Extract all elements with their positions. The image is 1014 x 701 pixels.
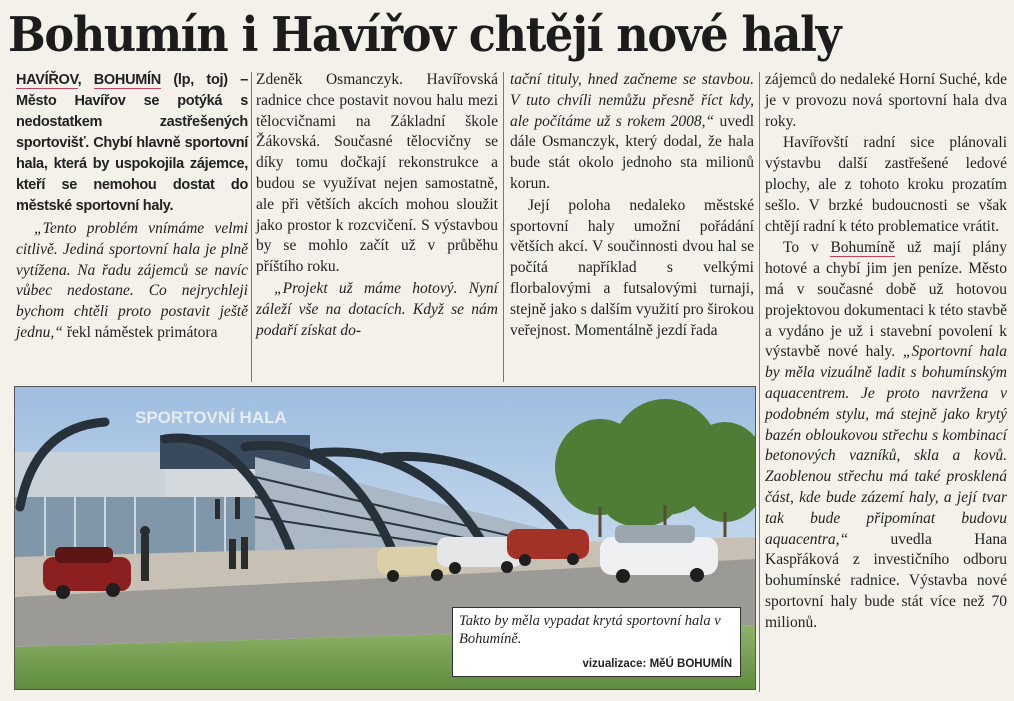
lead-text: (lp, toj) – Město Havířov se potýká s nedostatkem zastřešených sportovišť. Chybí hlavně sportovní hala, která by uspokojila zájemce, kteří se nemohou dostat do městské sportovní haly. [16,72,248,214]
highlight-bohumin: Bohumíně [830,239,896,257]
article-column-1 [16,70,248,344]
sports-hall-visualization [14,386,756,690]
quote-text: tační tituly, hned začneme se stavbou. V tuto chvíli nemůžu přesně říct kdy, ale počítáme už s rokem 2008,“ [510,71,754,130]
column-rule [503,72,504,382]
dateline-havirov: HAVÍŘOV [16,72,78,88]
headline: Bohumín i Havířov chtějí nové haly [8,7,841,63]
caption-text: Takto by měla vypadat krytá sportovní hala v Bohumíně. [459,613,721,647]
article-column-4 [765,70,1007,634]
photo-credit: vizualizace: MěÚ BOHUMÍN [582,658,732,670]
body-text: řekl náměstek primátora [62,323,218,341]
body-paragraph: zájemců do nedaleké Horní Suché, kde je v provozu nová sportovní hala dva roky. [765,71,1007,130]
lead-paragraph: HAVÍŘOV, BOHUMÍN (lp, toj) – Město Havířov se potýká s nedostatkem zastřešených sportovišť. Chybí hlavně sportovní hala, která by uspokojila zájemce, kteří se nemohou dostat do městské sportovní haly. [16,72,248,214]
body-paragraph: Havířovští radní sice plánovali výstavbu další zastřešené ledové plochy, ale z tohoto kroku prozatím sešlo. V brzké budoucnosti se však chtějí radní k této problematice vrátit. [765,134,1007,235]
body-paragraph: Zdeněk Osmanczyk. Havířovská radnice chce postavit novou halu mezi tělocvičnami na Základní škole Žákovská. Současné tělocvičny se díky tomu dočkají rekonstrukce a budou se využívat nejen samostatně, ale při větších akcích mohou sloužit jako prostor k rozcvičení. S výstavbou by se mohlo začít už v průběhu příštího roku. [256,71,498,276]
article-column-2 [256,70,498,341]
body-text: uvedl dále Osmanczyk, který dodal, že hala bude stát okolo jednoho sta milionů korun. [510,112,754,192]
dateline-bohumin: BOHUMÍN [93,72,161,88]
photo-caption [452,607,741,677]
article-column-3 [510,70,754,341]
quote-text: „Sportovní hala by měla vizuálně ladit s bohumínským aquacentrem. Je proto navržena v podobném stylu, má stejně jako krytý bazén obloukovou střechu s kombinací betonových vazníků, skla a kovů. Zaoblenou střechu má také prosklená část, kde bude zázemí haly, a její tvar tak bude připomínat budovu aquacentra,“ [765,343,1007,548]
body-paragraph: To v Bohumíně už mají plány hotové a chybí jim jen peníze. Město má v současné době už hotovou projektovou dokumentaci k této stavbě a vydáno je už i stavební povolení k výstavbě nové haly. „Sportovní hala by měla vizuálně ladit s bohumínským aquacentrem. Je proto navržena v podobném stylu, má stejně jako krytý bazén obloukovou střechu s kombinací betonových vazníků, skla a kovů. Zaoblenou střechu má také prosklená část, kde bude zázemí haly, a její tvar tak bude připomínat budovu aquacentra,“ uvedla Hana Kaspřáková z investičního odboru bohumínské radnice. Výstavba nové sportovní haly bude stát více než 70 milionů. [765,239,1007,631]
quote-text: „Tento problém vnímáme velmi citlivě. Jediná sportovní hala je plně vytížena. Na řadu zájemců se navíc vůbec nedostane. Co nejrychleji bychom chtěli proto postavit ještě jednu,“ [16,220,248,341]
column-rule [759,72,760,692]
quote-paragraph: „Projekt už máme hotový. Nyní záleží vše na dotacích. Když se nám podaří získat do- [256,279,498,339]
column-rule [251,72,252,382]
hall-sign: SPORTOVNÍ HALA [135,408,287,427]
body-paragraph: Její poloha nedaleko městské sportovní haly umožní pořádání větších akcí. V součinnosti dvou hal se počítá například s velkými florbalovými a futsalovými turnaji, stejně jako s dalším využití pro širokou veřejnost. Momentálně jezdí řada [510,196,754,339]
